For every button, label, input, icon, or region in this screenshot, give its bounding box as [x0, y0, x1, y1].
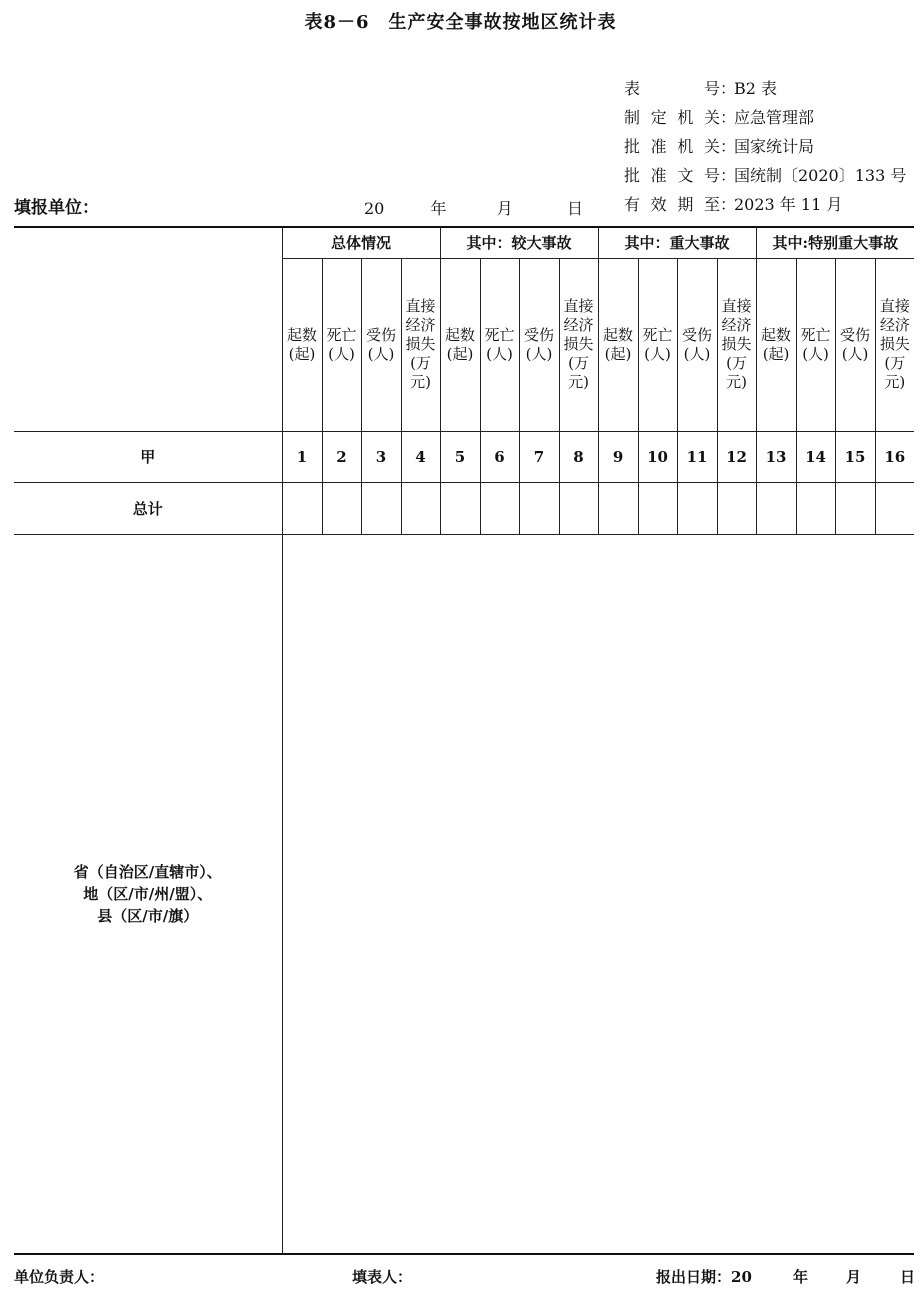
meta-colon: ： [720, 108, 737, 127]
index-label-cell: 甲 [14, 431, 282, 482]
meta-colon: ： [720, 166, 737, 185]
total-cell[interactable] [875, 482, 914, 534]
total-cell[interactable] [282, 482, 322, 534]
date-year-prefix: 20 [364, 199, 385, 218]
group-header-serious: 其中：重大事故 [598, 227, 756, 258]
meta-row-approver [624, 132, 906, 161]
footer-report-date-label: 报出日期：20 [656, 1268, 752, 1286]
total-cell[interactable] [638, 482, 677, 534]
meta-label: 批准文号 [624, 166, 720, 185]
column-number: 2 [322, 431, 361, 482]
subheader-injuries: 受伤 (人) [361, 258, 401, 431]
meta-colon: ： [720, 137, 737, 156]
subheader-count: 起数 (起) [282, 258, 322, 431]
total-cell[interactable] [677, 482, 717, 534]
column-number: 11 [677, 431, 717, 482]
subheader-count: 起数 (起) [598, 258, 638, 431]
total-cell[interactable] [559, 482, 598, 534]
column-number: 3 [361, 431, 401, 482]
total-cell[interactable] [401, 482, 440, 534]
column-number: 14 [796, 431, 835, 482]
meta-colon: ： [720, 195, 737, 214]
total-cell[interactable] [717, 482, 756, 534]
region-label-cell [14, 534, 282, 1254]
total-cell[interactable] [598, 482, 638, 534]
column-number: 9 [598, 431, 638, 482]
total-cell[interactable] [480, 482, 519, 534]
column-number-row [14, 431, 914, 482]
total-cell[interactable] [519, 482, 559, 534]
meta-value: B2 表 [734, 79, 778, 98]
subheader-injuries: 受伤 (人) [519, 258, 559, 431]
subheader-deaths: 死亡 (人) [638, 258, 677, 431]
meta-value: 应急管理部 [734, 108, 815, 127]
footer-month-label: 月 [846, 1268, 862, 1286]
total-cell[interactable] [796, 482, 835, 534]
total-cell[interactable] [440, 482, 480, 534]
footer-day-label: 日 [900, 1268, 916, 1286]
meta-label: 表 号 [624, 79, 720, 98]
footer-leader-label: 单位负责人： [14, 1268, 105, 1286]
subheader-injuries: 受伤 (人) [835, 258, 875, 431]
meta-value: 国家统计局 [734, 137, 815, 156]
meta-value: 国统制〔2020〕133 号 [734, 166, 907, 185]
subheader-deaths: 死亡 (人) [322, 258, 361, 431]
group-header-row [14, 227, 914, 258]
column-number: 12 [717, 431, 756, 482]
column-number: 13 [756, 431, 796, 482]
subheader-direct-loss: 直接 经济 损失 (万 元) [717, 258, 756, 431]
total-cell[interactable] [835, 482, 875, 534]
meta-label: 批准机关 [624, 137, 720, 156]
filler-unit-label: 填报单位： [14, 198, 99, 218]
column-number: 5 [440, 431, 480, 482]
subheader-direct-loss: 直接 经济 损失 (万 元) [875, 258, 914, 431]
column-number: 6 [480, 431, 519, 482]
subheader-injuries: 受伤 (人) [677, 258, 717, 431]
column-number: 16 [875, 431, 914, 482]
meta-colon: ： [720, 79, 737, 98]
subheader-count: 起数 (起) [440, 258, 480, 431]
total-row [14, 482, 914, 534]
page-title: 表8－6 生产安全事故按地区统计表 [304, 12, 617, 33]
subheader-deaths: 死亡 (人) [796, 258, 835, 431]
subheader-direct-loss: 直接 经济 损失 (万 元) [559, 258, 598, 431]
meta-value: 2023 年 11 月 [734, 195, 843, 214]
region-label-line: 省（自治区/直辖市）、 [73, 862, 222, 881]
column-number: 10 [638, 431, 677, 482]
date-day-label: 日 [566, 199, 583, 218]
total-label-cell: 总计 [14, 482, 282, 534]
group-header-major: 其中：较大事故 [440, 227, 598, 258]
region-row [14, 534, 914, 1254]
footer-filler-label: 填表人： [352, 1268, 413, 1286]
meta-label: 有效期至 [624, 195, 720, 214]
date-month-label: 月 [496, 199, 513, 218]
total-cell[interactable] [322, 482, 361, 534]
region-label-line: 县（区/市/旗） [97, 906, 199, 925]
group-header-overall: 总体情况 [282, 227, 440, 258]
form-meta-block [624, 74, 906, 219]
meta-row-approval-number [624, 161, 906, 190]
column-number: 4 [401, 431, 440, 482]
group-header-extraordinary: 其中:特别重大事故 [756, 227, 914, 258]
date-year-label: 年 [430, 199, 447, 218]
total-cell[interactable] [756, 482, 796, 534]
fill-date-line [364, 196, 583, 219]
total-cell[interactable] [361, 482, 401, 534]
subheader-deaths: 死亡 (人) [480, 258, 519, 431]
region-label-line: 地（区/市/州/盟）、 [83, 884, 213, 903]
meta-label: 制定机关 [624, 108, 720, 127]
statistics-table [14, 226, 914, 1255]
meta-row-form-number [624, 74, 906, 103]
subheader-direct-loss: 直接 经济 损失 (万 元) [401, 258, 440, 431]
region-data-area[interactable] [282, 534, 914, 1254]
column-number: 15 [835, 431, 875, 482]
footer-year-label: 年 [793, 1268, 809, 1286]
column-number: 1 [282, 431, 322, 482]
column-number: 7 [519, 431, 559, 482]
subheader-count: 起数 (起) [756, 258, 796, 431]
column-number: 8 [559, 431, 598, 482]
corner-cell [14, 227, 282, 431]
meta-row-valid-until [624, 190, 906, 219]
meta-row-authority [624, 103, 906, 132]
